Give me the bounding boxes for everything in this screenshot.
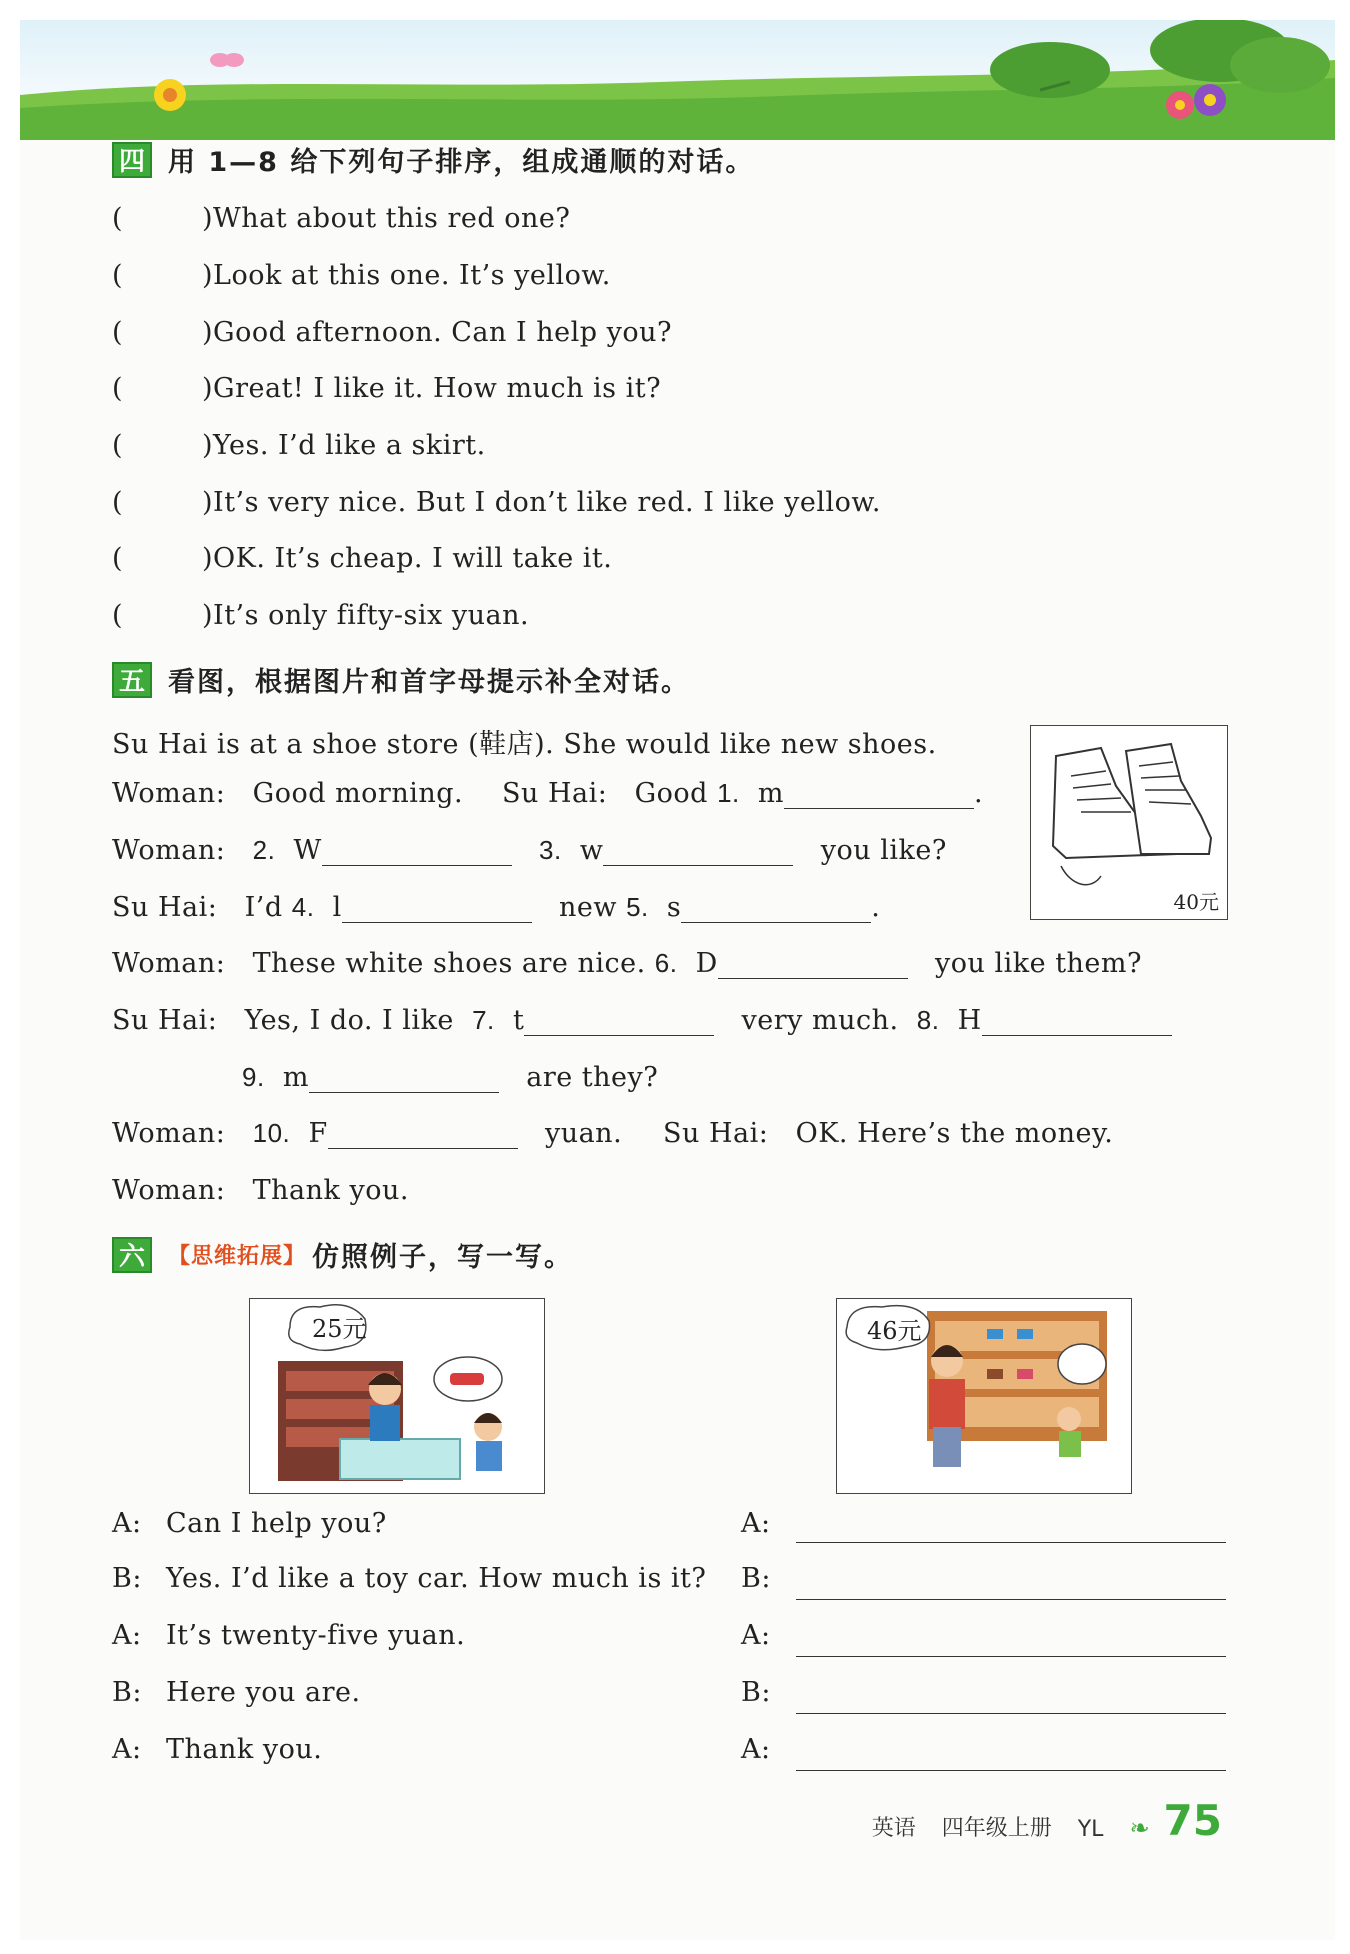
page-number: 75 <box>1163 1796 1222 1845</box>
section-6-heading <box>112 1235 573 1274</box>
order-item-text: )Great! I like it. How much is it? <box>202 373 662 404</box>
dialogue-line: Su Hai: Yes, I do. I like 7. t very much. 8. H <box>112 1005 1172 1036</box>
order-item: ( )It’s only fifty-six yuan. <box>112 600 530 631</box>
order-item-text: )Look at this one. It’s yellow. <box>202 260 611 291</box>
dialogue-line: Su Hai: OK. Here’s the money. <box>663 1118 1114 1149</box>
example-line: B: Yes. I’d like a toy car. How much is it? <box>112 1563 707 1594</box>
section-6-badge: 六 <box>112 1237 152 1273</box>
speaker-label: Woman: <box>112 778 226 809</box>
section-6-tag: 【思维拓展】 <box>168 1244 307 1269</box>
section-6-title: 仿照例子，写一写。 <box>312 1242 574 1273</box>
order-item-text: )It’s very nice. But I don’t like red. I like yellow. <box>202 487 881 518</box>
practice-speaker: A: <box>741 1508 771 1539</box>
answer-blank-6[interactable] <box>718 950 908 979</box>
answer-blank-3[interactable] <box>603 837 793 866</box>
dialogue-line: Woman: These white shoes are nice. 6. D you like them? <box>112 948 1142 979</box>
sprout-icon: ❧ <box>1129 1814 1150 1842</box>
dialogue-line: Woman: 10. F yuan. <box>112 1118 623 1149</box>
footer-edition: YL <box>1077 1817 1104 1842</box>
practice-answer-line[interactable] <box>796 1599 1226 1600</box>
answer-blank-7[interactable] <box>524 1007 714 1036</box>
speaker-label: Woman: <box>112 835 226 866</box>
order-item: ( )Yes. I’d like a skirt. <box>112 430 486 461</box>
order-item: ( )Good afternoon. Can I help you? <box>112 317 672 348</box>
order-item: ( )OK. It’s cheap. I will take it. <box>112 543 613 574</box>
speaker-label: Woman: <box>112 1175 226 1206</box>
order-item: ( )Great! I like it. How much is it? <box>112 373 662 404</box>
order-item: ( )What about this red one? <box>112 203 571 234</box>
order-item-text: )Yes. I’d like a skirt. <box>202 430 486 461</box>
answer-blank-9[interactable] <box>309 1064 499 1093</box>
dialogue-line: Woman: 2. W 3. w you like? <box>112 835 947 866</box>
order-item-text: )It’s only fifty-six yuan. <box>202 600 530 631</box>
practice-answer-line[interactable] <box>796 1770 1226 1771</box>
dialogue-line: 9. m are they? <box>242 1062 659 1093</box>
toy-shop-illustration <box>250 1299 543 1492</box>
practice-speaker: B: <box>741 1677 771 1708</box>
practice-answer-line[interactable] <box>796 1656 1226 1657</box>
footer-subject: 英语 <box>871 1816 916 1841</box>
shoe-shop-picture <box>836 1298 1132 1494</box>
example-line: A: Thank you. <box>112 1734 323 1765</box>
practice-answer-line[interactable] <box>796 1713 1226 1714</box>
page-footer <box>846 1796 1222 1845</box>
order-item-text: )What about this red one? <box>202 203 571 234</box>
worksheet-page <box>20 20 1335 1940</box>
answer-blank-2[interactable] <box>322 837 512 866</box>
dialogue-line: Su Hai: I’d 4. l new 5. s . <box>112 892 881 923</box>
section-4-title: 用 1—8 给下列句子排序，组成通顺的对话。 <box>168 147 755 178</box>
section-5-title: 看图，根据图片和首字母提示补全对话。 <box>168 667 690 698</box>
order-item: ( )Look at this one. It’s yellow. <box>112 260 611 291</box>
answer-blank-10[interactable] <box>328 1120 518 1149</box>
section-5-badge: 五 <box>112 662 152 698</box>
shoes-price-label: 40元 <box>1173 890 1219 914</box>
section-4-heading <box>112 140 754 179</box>
shoes-picture <box>1030 725 1228 920</box>
speaker-label: Su Hai: <box>112 892 218 923</box>
example-line: A: It’s twenty-five yuan. <box>112 1620 466 1651</box>
flower-icon <box>154 79 186 111</box>
answer-blank-1[interactable] <box>784 780 974 809</box>
speaker-label: Woman: <box>112 1118 226 1149</box>
dialogue-line: Woman: Good morning. <box>112 778 464 809</box>
footer-grade: 四年级上册 <box>941 1816 1052 1841</box>
header-banner <box>20 20 1335 140</box>
dialogue-line: Woman: Thank you. <box>112 1175 409 1206</box>
dialogue-line: Su Hai: Good 1. m . <box>502 778 984 809</box>
order-item-text: )OK. It’s cheap. I will take it. <box>202 543 613 574</box>
section-5-intro: Su Hai is at a shoe store (鞋店). She would like new shoes. <box>112 729 937 760</box>
section-4-badge: 四 <box>112 142 152 178</box>
answer-blank-5[interactable] <box>681 894 871 923</box>
practice-speaker: A: <box>741 1620 771 1651</box>
toy-shop-picture <box>249 1298 545 1494</box>
shoes-price-bubble: 46元 <box>867 1317 922 1345</box>
practice-speaker: A: <box>741 1734 771 1765</box>
answer-blank-8[interactable] <box>982 1007 1172 1036</box>
example-line: A: Can I help you? <box>112 1508 387 1539</box>
toy-car-price-label: 25元 <box>312 1315 367 1343</box>
order-item-text: )Good afternoon. Can I help you? <box>202 317 672 348</box>
butterfly-icon <box>210 53 244 67</box>
speaker-label: Su Hai: <box>502 778 608 809</box>
practice-speaker: B: <box>741 1563 771 1594</box>
speaker-label: Su Hai: <box>112 1005 218 1036</box>
order-item: ( )It’s very nice. But I don’t like red. I like yellow. <box>112 487 881 518</box>
practice-answer-line[interactable] <box>796 1542 1226 1543</box>
example-line: B: Here you are. <box>112 1677 361 1708</box>
speaker-label: Woman: <box>112 948 226 979</box>
section-5-heading <box>112 660 690 699</box>
speaker-label: Su Hai: <box>663 1118 769 1149</box>
answer-blank-4[interactable] <box>342 894 532 923</box>
